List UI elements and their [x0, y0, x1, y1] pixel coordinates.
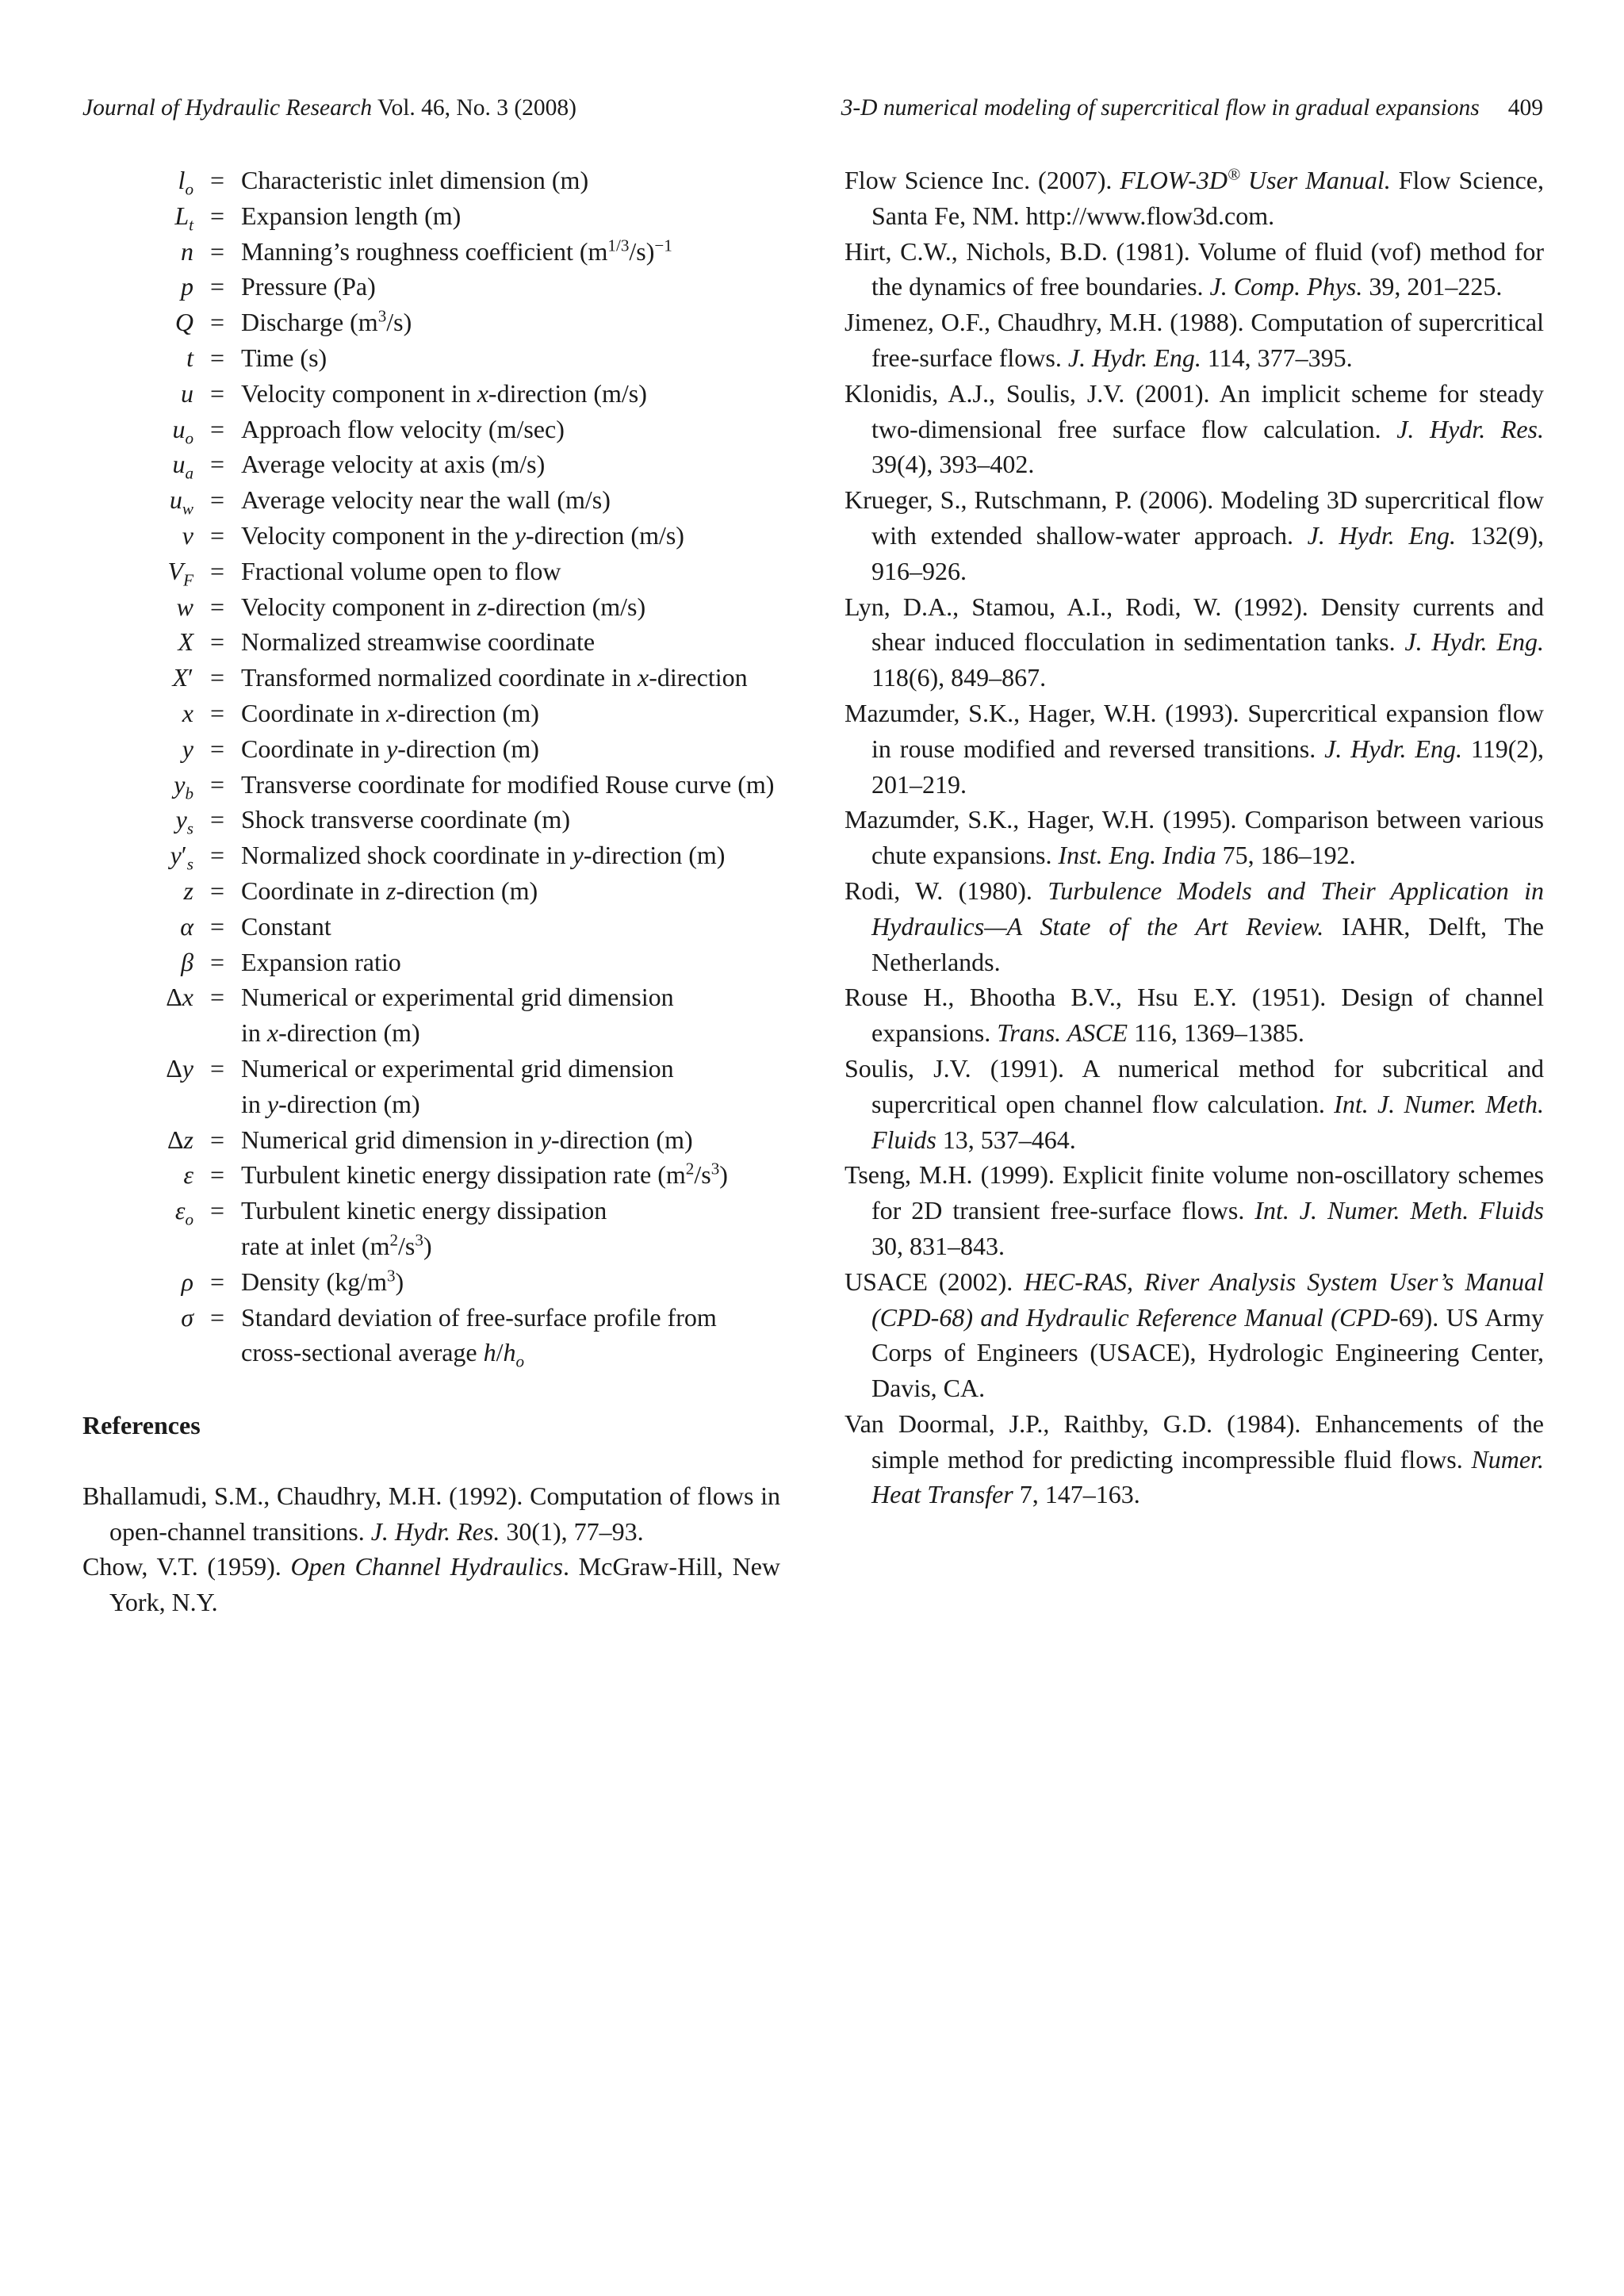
article-title: 3-D numerical modeling of supercritical flow in gradual expansions — [841, 95, 1480, 121]
nomenclature-definition: Transformed normalized coordinate in x-direction — [241, 663, 748, 692]
nomenclature-row — [82, 376, 780, 412]
nomenclature-definition: Numerical or experimental grid dimension in x-direction (m) — [241, 983, 674, 1048]
nomenclature-definition: Velocity component in the y-direction (m/s) — [241, 520, 684, 550]
equals-sign: = — [209, 1125, 225, 1154]
nomenclature-definition: Expansion ratio — [241, 947, 401, 976]
nomenclature-symbol: t — [186, 343, 193, 372]
nomenclature-definition: Turbulent kinetic energy dissipation rate $(m^2/s^3)$ — [241, 1159, 728, 1190]
nomenclature-row — [82, 1122, 780, 1158]
nomenclature-row — [82, 838, 780, 873]
reference-entry: Rouse H., Bhootha B.V., Hsu E.Y. (1951). Design of channel expansions. Trans. ASCE 116, 1369–1385. — [845, 983, 1544, 1048]
equals-sign: = — [209, 308, 225, 337]
nomenclature-definition: Shock transverse coordinate (m) — [241, 805, 570, 834]
journal-name: Journal of Hydraulic Research — [82, 95, 373, 121]
reference-entry: Soulis, J.V. (1991). A numerical method for subcritical and supercritical open channel flow calculation. Int. J. Numer. Meth. Fluids 13, 537–464. — [845, 1053, 1545, 1154]
nomenclature-row — [82, 482, 780, 518]
equals-sign: = — [209, 378, 225, 408]
equals-sign: = — [209, 1267, 225, 1296]
nomenclature-definition: Density $(kg/m^3)$ — [241, 1266, 404, 1296]
nomenclature-row — [82, 979, 780, 1051]
nomenclature-symbol: n — [181, 236, 193, 266]
nomenclature-definition: Average velocity at axis (m/s) — [241, 450, 546, 479]
reference-entry: Bhallamudi, S.M., Chaudhry, M.H. (1992). Computation of flows in open-channel transitions. J. Hydr. Res. 30(1), 77–93. — [82, 1481, 780, 1546]
nomenclature-row — [82, 696, 780, 731]
equals-sign: = — [209, 876, 225, 905]
nomenclature-definition: Normalized streamwise coordinate — [241, 627, 596, 657]
nomenclature-row — [82, 873, 780, 909]
reference-entry: Rodi, W. (1980). Turbulence Models and Their Application in Hydraulics—A State of the Art Review. IAHR, Delft, The Netherlands. — [845, 876, 1545, 976]
nomenclature-row — [82, 660, 780, 696]
nomenclature-definition: Coordinate in x-direction (m) — [241, 698, 539, 727]
reference-entry: Flow Science Inc. (2007). FLOW-3D® User Manual. Flow Science, Santa Fe, NM. http://www.flow3d.com. — [845, 164, 1545, 230]
reference-entry: Mazumder, S.K., Hager, W.H. (1993). Supercritical expansion flow in rouse modified and reversed transitions. J. Hydr. Eng. 119(2), 201–219. — [845, 698, 1545, 799]
nomenclature-symbol: u — [181, 378, 193, 408]
nomenclature-symbol: $\varepsilon_o$ — [174, 1196, 193, 1229]
nomenclature-row — [82, 412, 780, 447]
equals-sign: = — [209, 272, 225, 301]
nomenclature-definition: Coordinate in y-direction (m) — [241, 734, 539, 763]
equals-sign: = — [209, 911, 225, 941]
nomenclature-list — [82, 163, 780, 1370]
nomenclature-symbol: $u_w$ — [169, 485, 193, 519]
nomenclature-definition: Velocity component in z-direction (m/s) — [241, 592, 646, 621]
equals-sign: = — [209, 734, 225, 763]
nomenclature-symbol: Q — [174, 308, 193, 337]
nomenclature-symbol: β — [181, 947, 193, 976]
equals-sign: = — [209, 1302, 225, 1332]
equals-sign: = — [209, 698, 225, 727]
nomenclature-symbol: z — [183, 876, 193, 905]
right-column — [845, 163, 1544, 1512]
reference-entry: USACE (2002). HEC-RAS, River Analysis System User’s Manual (CPD-68) and Hydraulic Reference Manual (CPD-69). US Army Corps of Engineers (USACE), Hydrologic Engineering Center, Davis, CA. — [845, 1267, 1545, 1403]
equals-sign: = — [209, 805, 225, 834]
reference-entry: Klonidis, A.J., Soulis, J.V. (2001). An implicit scheme for steady two-dimensional free surface flow calculation. J. Hydr. Res. 39(4), 393–402. — [845, 378, 1545, 479]
reference-entry: Chow, V.T. (1959). Open Channel Hydraulics. McGraw-Hill, New York, N.Y. — [82, 1552, 781, 1617]
nomenclature-definition: Pressure (Pa) — [241, 272, 376, 301]
equals-sign: = — [209, 769, 225, 799]
nomenclature-symbol: X — [178, 627, 193, 657]
nomenclature-row — [82, 163, 780, 198]
equals-sign: = — [209, 1196, 225, 1225]
nomenclature-definition: Normalized shock coordinate in y-direction (m) — [241, 841, 726, 870]
nomenclature-row — [82, 731, 780, 767]
equals-sign: = — [209, 414, 225, 443]
reference-entry: Hirt, C.W., Nichols, B.D. (1981). Volume of fluid (vof) method for the dynamics of free boundaries. J. Comp. Phys. 39, 201–225. — [845, 236, 1544, 301]
nomenclature-symbol: x — [182, 698, 193, 727]
equals-sign: = — [209, 663, 225, 692]
equals-sign: = — [209, 450, 225, 479]
nomenclature-definition: Velocity component in x-direction (m/s) — [241, 378, 647, 408]
nomenclature-row — [82, 1157, 780, 1193]
running-header — [82, 92, 1543, 124]
nomenclature-row — [82, 340, 780, 376]
nomenclature-row — [82, 767, 780, 803]
reference-entry: Jimenez, O.F., Chaudhry, M.H. (1988). Computation of supercritical free-surface flows. J. Hydr. Eng. 114, 377–395. — [845, 308, 1544, 372]
equals-sign: = — [209, 556, 225, 585]
nomenclature-row — [82, 909, 780, 945]
equals-sign: = — [209, 1160, 225, 1190]
reference-entry: Mazumder, S.K., Hager, W.H. (1995). Comparison between various chute expansions. Inst. Eng. India 75, 186–192. — [845, 805, 1544, 870]
nomenclature-symbol: y — [182, 734, 193, 763]
nomenclature-definition: Numerical grid dimension in y-direction (m) — [241, 1125, 693, 1154]
references-list-right — [845, 163, 1544, 1512]
nomenclature-definition: Expansion length (m) — [241, 201, 462, 230]
nomenclature-symbol: X′ — [172, 663, 193, 692]
nomenclature-symbol: $u_o$ — [172, 414, 193, 447]
equals-sign: = — [209, 592, 225, 621]
nomenclature-row — [82, 1264, 780, 1300]
nomenclature-symbol: Δy — [166, 1053, 193, 1083]
nomenclature-symbol: $V_F$ — [167, 556, 193, 590]
nomenclature-symbol: $y'_s$ — [170, 841, 193, 874]
nomenclature-symbol: σ — [181, 1302, 193, 1332]
left-column — [82, 163, 780, 1620]
nomenclature-definition: Approach flow velocity (m/sec) — [241, 414, 565, 443]
equals-sign: = — [209, 485, 225, 515]
equals-sign: = — [209, 166, 225, 194]
nomenclature-row — [82, 945, 780, 980]
equals-sign: = — [209, 841, 225, 870]
equals-sign: = — [209, 947, 225, 976]
reference-entry: Krueger, S., Rutschmann, P. (2006). Modeling 3D supercritical flow with extended shallow-water approach. J. Hydr. Eng. 132(9), 916–926. — [845, 485, 1545, 585]
nomenclature-definition: Constant — [241, 911, 331, 941]
nomenclature-definition: Discharge $(m^3/s)$ — [241, 306, 412, 337]
nomenclature-row — [82, 589, 780, 625]
nomenclature-row — [82, 1300, 780, 1371]
nomenclature-definition: Turbulent kinetic energy dissipation rate at inlet $(m^2/s^3)$ — [241, 1196, 607, 1260]
journal-volume: Vol. 46, No. 3 (2008) — [377, 95, 576, 121]
nomenclature-row — [82, 802, 780, 838]
nomenclature-definition: Average velocity near the wall (m/s) — [241, 485, 611, 515]
nomenclature-symbol: α — [180, 911, 193, 941]
journal-citation — [82, 92, 576, 124]
nomenclature-symbol: $u_a$ — [172, 450, 193, 483]
nomenclature-row — [82, 305, 780, 340]
equals-sign: = — [209, 343, 225, 372]
nomenclature-symbol: v — [182, 520, 193, 550]
nomenclature-definition: Numerical or experimental grid dimension in y-direction (m) — [241, 1053, 674, 1118]
nomenclature-row — [82, 234, 780, 270]
nomenclature-symbol: ε — [183, 1160, 193, 1190]
nomenclature-definition: Transverse coordinate for modified Rouse curve (m) — [241, 769, 775, 799]
nomenclature-symbol: $y_b$ — [174, 769, 193, 803]
references-list-left — [82, 1478, 780, 1620]
nomenclature-symbol: Δx — [166, 983, 193, 1012]
equals-sign: = — [209, 983, 225, 1012]
equals-sign: = — [209, 1053, 225, 1083]
nomenclature-row — [82, 198, 780, 234]
nomenclature-row — [82, 624, 780, 660]
references-heading: References — [82, 1411, 201, 1440]
nomenclature-symbol: $L_t$ — [174, 201, 193, 235]
article-running-title — [841, 92, 1543, 124]
nomenclature-symbol: w — [176, 592, 193, 621]
nomenclature-definition: Standard deviation of free-surface profile from cross-sectional average $h/h_o$ — [241, 1302, 717, 1371]
nomenclature-symbol: $y_s$ — [175, 805, 193, 838]
nomenclature-row — [82, 1193, 780, 1264]
nomenclature-symbol: $l_o$ — [178, 166, 193, 199]
nomenclature-row — [82, 518, 780, 554]
nomenclature-row — [82, 1051, 780, 1122]
equals-sign: = — [209, 520, 225, 550]
nomenclature-definition: Characteristic inlet dimension (m) — [241, 166, 589, 194]
nomenclature-row — [82, 554, 780, 589]
equals-sign: = — [209, 201, 225, 230]
page-number: 409 — [1507, 95, 1543, 121]
nomenclature-definition: Time (s) — [241, 343, 327, 372]
equals-sign: = — [209, 627, 225, 657]
equals-sign: = — [209, 236, 225, 266]
nomenclature-definition: Coordinate in z-direction (m) — [241, 876, 538, 905]
nomenclature-row — [82, 447, 780, 482]
reference-entry: Lyn, D.A., Stamou, A.I., Rodi, W. (1992). Density currents and shear induced flocculation in sedimentation tanks. J. Hydr. Eng. 118(6), 849–867. — [845, 592, 1544, 692]
nomenclature-symbol: ρ — [181, 1267, 193, 1296]
reference-entry: Tseng, M.H. (1999). Explicit finite volume non-oscillatory schemes for 2D transient free-surface flows. Int. J. Numer. Meth. Fluids 30, 831–843. — [845, 1160, 1545, 1260]
nomenclature-definition: Fractional volume open to flow — [241, 556, 561, 585]
reference-entry: Van Doormal, J.P., Raithby, G.D. (1984). Enhancements of the simple method for predicting incompressible fluid flows. Numer. Heat Transfer 7, 147–163. — [845, 1409, 1544, 1509]
nomenclature-row — [82, 269, 780, 305]
nomenclature-symbol: p — [181, 272, 193, 301]
nomenclature-symbol: Δz — [167, 1125, 193, 1154]
nomenclature-definition: Manning’s roughness coefficient $(m^{1/3}/s)^{-1}$ — [241, 235, 672, 266]
